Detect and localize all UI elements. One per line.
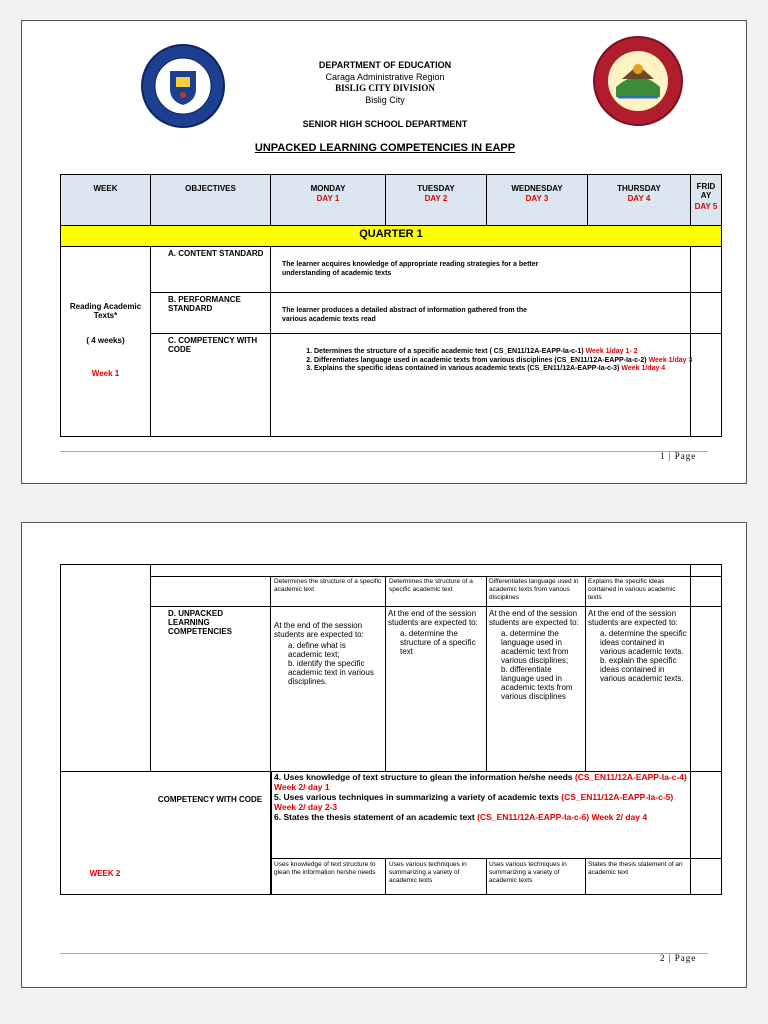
col-friday-day: DAY 5: [694, 202, 718, 211]
col-thursday-day: DAY 4: [627, 194, 651, 203]
objective-item: a. determine the structure of a specific text: [400, 629, 476, 656]
week-topic: Reading Academic Texts*: [69, 302, 142, 320]
objective-item: b. identify the specific academic text in various disciplines.: [288, 659, 374, 686]
week-2-label: WEEK 2: [89, 869, 121, 878]
page-2: [21, 522, 747, 988]
col-friday: FRID AY: [696, 182, 716, 200]
header-line-1: DEPARTMENT OF EDUCATION: [318, 60, 452, 70]
week-2-competency: 6. States the thesis statement of an academic text (CS_EN11/12A-EAPP-Ia-c-6) Week 2/ day 4: [274, 812, 648, 822]
page-1: [21, 20, 747, 484]
performance-standard-label: B. PERFORMANCE STANDARD: [168, 295, 241, 313]
subhead-day-1: Determines the structure of a specific academic text: [274, 578, 382, 593]
page-title: UNPACKED LEARNING COMPETENCIES IN EAPP: [254, 142, 516, 154]
objective-item: b. differentiate language used in academic texts from various disciplines: [501, 665, 573, 701]
intro-text: At the end of the session students are expected to:: [489, 609, 579, 627]
objective-item: b. explain the specific ideas contained in various academic texts.: [600, 656, 684, 683]
page-footer: 1 | Page: [660, 451, 697, 461]
col-wednesday-day: DAY 3: [525, 194, 549, 203]
subhead-day-3: Differentiates language used in academic texts from various disciplines: [489, 578, 579, 601]
week-2-competencies: [274, 772, 688, 822]
day-3-objectives: [489, 609, 583, 701]
col-week: WEEK: [93, 184, 118, 193]
col-monday: MONDAY: [310, 184, 346, 193]
competency-item: 1. Determines the structure of a specific academic text ( CS_EN11/12A-EAPP-Ia-c-1) Week 1/day 1- 2: [314, 348, 696, 357]
col-monday-day: DAY 1: [316, 194, 340, 203]
week-2-subhead-3: Uses various techniques in summarizing a variety of academic texts: [489, 861, 567, 884]
header-line-3: BISLIG CITY DIVISION: [335, 83, 435, 93]
objective-item: a. define what is academic text;: [288, 641, 346, 659]
week-2-subhead-4: States the thesis statement of an academic text: [588, 861, 683, 876]
week-2-competency: 5. Uses various techniques in summarizing a variety of academic texts (CS_EN11/12A-EAPP-Ia-c-5) Week 2/ day 2-3: [274, 792, 674, 812]
subhead-day-2: Determines the structure of a specific academic text: [389, 578, 473, 593]
content-standard-text: The learner acquires knowledge of appropriate reading strategies for a better understanding of academic texts: [282, 261, 539, 277]
subhead-day-4: Explains the specific ideas contained in various academic texts: [588, 578, 676, 601]
col-thursday: THURSDAY: [617, 184, 661, 193]
competency-item: 3. Explains the specific ideas contained in various academic texts (CS_EN11/12A-EAPP-Ia-c-3) Week 1/day 4: [314, 365, 696, 374]
week-2-competency: 4. Uses knowledge of text structure to glean the information he/she needs (CS_EN11/12A-EAPP-Ia-c-4) Week 2/ day 1: [274, 772, 687, 792]
competency-label: C. COMPETENCY WITH CODE: [168, 336, 258, 354]
competency-with-code-label: COMPETENCY WITH CODE: [157, 795, 263, 804]
content-standard-label: A. CONTENT STANDARD: [168, 249, 264, 258]
week-1-label: Week 1: [91, 369, 120, 378]
objective-item: a. determine the specific ideas contained in various academic texts.: [600, 629, 687, 656]
intro-text: At the end of the session students are expected to:: [274, 621, 364, 639]
performance-standard-text: The learner produces a detailed abstract of information gathered from the various academic texts read: [282, 307, 528, 323]
col-tuesday: TUESDAY: [417, 184, 455, 193]
objective-item: a. determine the language used in academic text from various disciplines;: [501, 629, 569, 665]
week-2-subhead-1: Uses knowledge of text structure to glean the information he/she needs: [274, 861, 376, 876]
unpacked-competencies-label: D. UNPACKED LEARNING COMPETENCIES: [168, 609, 233, 636]
competency-list: [300, 348, 696, 374]
intro-text: At the end of the session students are expected to:: [388, 609, 478, 627]
header-line-4: Bislig City: [365, 95, 405, 105]
col-tuesday-day: DAY 2: [424, 194, 448, 203]
col-objectives: OBJECTIVES: [185, 184, 236, 193]
quarter-label: QUARTER 1: [359, 228, 423, 240]
col-wednesday: WEDNESDAY: [511, 184, 563, 193]
intro-text: At the end of the session students are expected to:: [588, 609, 678, 627]
week-2-subhead-2: Uses various techniques in summarizing a variety of academic texts: [389, 861, 467, 884]
page-footer: 2 | Page: [660, 953, 697, 963]
header-line-2: Caraga Administrative Region: [325, 72, 445, 82]
day-4-objectives: [588, 609, 688, 683]
day-1-objectives: [274, 621, 382, 686]
department-label: SENIOR HIGH SCHOOL DEPARTMENT: [302, 119, 468, 129]
week-duration: ( 4 weeks): [86, 336, 125, 345]
competency-item: 2. Differentiates language used in academic texts from various disciplines (CS_EN11/12A-EAPP-Ia-c-2) Week 1/day 3: [314, 357, 696, 366]
day-2-objectives: [388, 609, 484, 656]
